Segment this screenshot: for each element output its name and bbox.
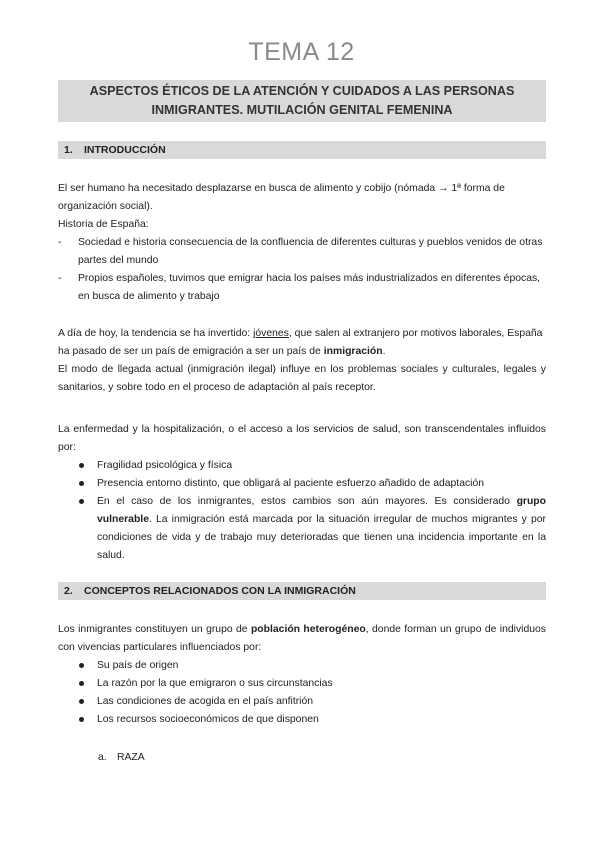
list-item: Las condiciones de acogida en el país anfitrión [97, 696, 314, 707]
subtitle-line-1: ASPECTOS ÉTICOS DE LA ATENCIÓN Y CUIDADOS A LAS PERSONAS [89, 84, 515, 98]
bullet-icon [79, 481, 84, 486]
sublist-marker: a. [98, 752, 107, 763]
bullet-icon [79, 463, 84, 468]
paragraph: La enfermedad y la hospitalización, o el acceso a los servicios de salud, son transcendentales influidos por: [58, 424, 546, 453]
paragraph: El modo de llegada actual (inmigración ilegal) influye en los problemas sociales y culturales, legales y sanitarios, y sobre todo en el proceso de adaptación al país receptor. [58, 364, 546, 393]
paragraph: El ser humano ha necesitado desplazarse en busca de alimento y cobijo (nómada → 1ª forma de organización social). [58, 183, 505, 212]
text-run: A día de hoy, la tendencia se ha invertido: [58, 328, 254, 339]
bullet-icon [79, 699, 84, 704]
section-title: CONCEPTOS RELACIONADOS CON LA INMIGRACIÓN [84, 585, 356, 597]
paragraph [58, 621, 546, 657]
list-item: Los recursos socioeconómicos de que disponen [97, 714, 319, 725]
section-number: 1. [64, 144, 73, 156]
text-run: . [382, 346, 386, 357]
document-subtitle [58, 80, 546, 122]
underlined-text: jóvenes [253, 328, 289, 339]
list-item: Su país de origen [97, 660, 179, 671]
dash-marker: - [58, 273, 62, 284]
document-title: TEMA 12 [248, 38, 355, 66]
section-number: 2. [64, 585, 73, 597]
bold-text: población heterogéneo [250, 624, 366, 635]
bullet-icon [79, 717, 84, 722]
list-item: Fragilidad psicológica y física [97, 460, 233, 471]
text-run: En el caso de los inmigrantes, estos cambios son aún mayores. Es considerado [97, 496, 517, 507]
bullet-icon [79, 681, 84, 686]
list-item [97, 493, 546, 565]
paragraph [58, 325, 546, 361]
section-title: INTRODUCCIÓN [84, 144, 166, 156]
list-item: La razón por la que emigraron o sus circunstancias [97, 678, 333, 689]
paragraph: Historia de España: [58, 219, 149, 230]
bold-text: grupo vulnerable [97, 496, 546, 525]
list-item: Propios españoles, tuvimos que emigrar hacia los países más industrializados en diferentes épocas, en busca de alimento y trabajo [78, 273, 541, 302]
bold-text: inmigración [323, 346, 383, 357]
subtitle-line-2: INMIGRANTES. MUTILACIÓN GENITAL FEMENINA [151, 103, 453, 117]
list-item: Presencia entorno distinto, que obligará al paciente esfuerzo añadido de adaptación [97, 478, 485, 489]
list-item: Sociedad e historia consecuencia de la confluencia de diferentes culturas y pueblos venidos de otras partes del mundo [78, 237, 543, 266]
section-heading-conceptos [58, 582, 546, 600]
bullet-icon [79, 663, 84, 668]
dash-marker: - [58, 237, 62, 248]
sublist-item: RAZA [117, 752, 145, 763]
text-run: , donde forman un grupo de individuos con vivencias particulares influenciados por: [58, 624, 546, 653]
section-heading-introduccion [58, 141, 546, 159]
text-run: Los inmigrantes constituyen un grupo de [58, 624, 251, 635]
text-run: . La inmigración está marcada por la situación irregular de muchos migrantes y por condiciones de vida y de trabajo muy deterioradas que tienen una incidencia importante en la salud. [97, 514, 546, 561]
text-run: , que salen al extranjero por motivos laborales, España ha pasado de ser un país de emigración a ser un país de [58, 328, 543, 357]
bullet-icon [79, 499, 84, 504]
